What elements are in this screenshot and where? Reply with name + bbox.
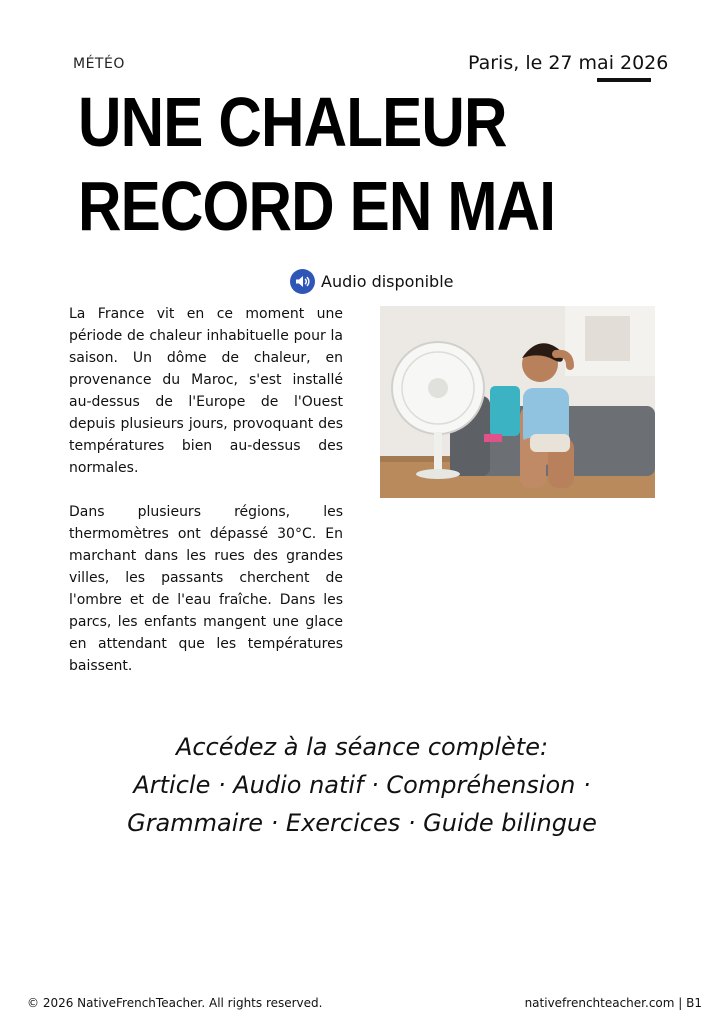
speaker-icon	[290, 269, 315, 294]
woman-with-fan-illustration	[380, 306, 655, 498]
cta-line-1: Accédez à la séance complète:	[175, 733, 549, 761]
article-photo	[380, 306, 655, 498]
footer-site-link[interactable]: nativefrenchteacher.com | B1	[524, 996, 702, 1010]
call-to-action	[62, 728, 662, 842]
cta-line-2: Article · Audio natif · Compréhension ·	[133, 771, 591, 799]
cta-line-3: Grammaire · Exercices · Guide bilingue	[127, 809, 597, 837]
dateline-underline	[597, 78, 651, 82]
audio-button[interactable]	[290, 269, 453, 294]
headline-line-2: RECORD EN MAI	[78, 167, 556, 245]
headline-line-1: UNE CHALEUR	[78, 83, 507, 161]
dateline: Paris, le 27 mai 2026	[468, 52, 669, 74]
article-body	[69, 303, 343, 699]
article-category: MÉTÉO	[73, 56, 125, 72]
headline	[78, 80, 560, 248]
audio-label: Audio disponible	[321, 272, 454, 291]
article-paragraph-2: Dans plusieurs régions, les thermomètres ont dépassé 30°C. En marchant dans les rues des grandes villes, les passants cherchent de l'ombre et de l'eau fraîche. Dans les parcs, les enfants mangent une glace en attendant que les températures baissent.	[69, 504, 343, 674]
article-paragraph-1: La France vit en ce moment une période de chaleur inhabituelle pour la saison. Un dôme de chaleur, en provenance du Maroc, s'est installé au-dessus de l'Europe de l'Ouest depuis plusieurs jours, provoquant des températures bien au-dessus des normales.	[69, 306, 343, 476]
footer-copyright: © 2026 NativeFrenchTeacher. All rights reserved.	[27, 996, 323, 1010]
